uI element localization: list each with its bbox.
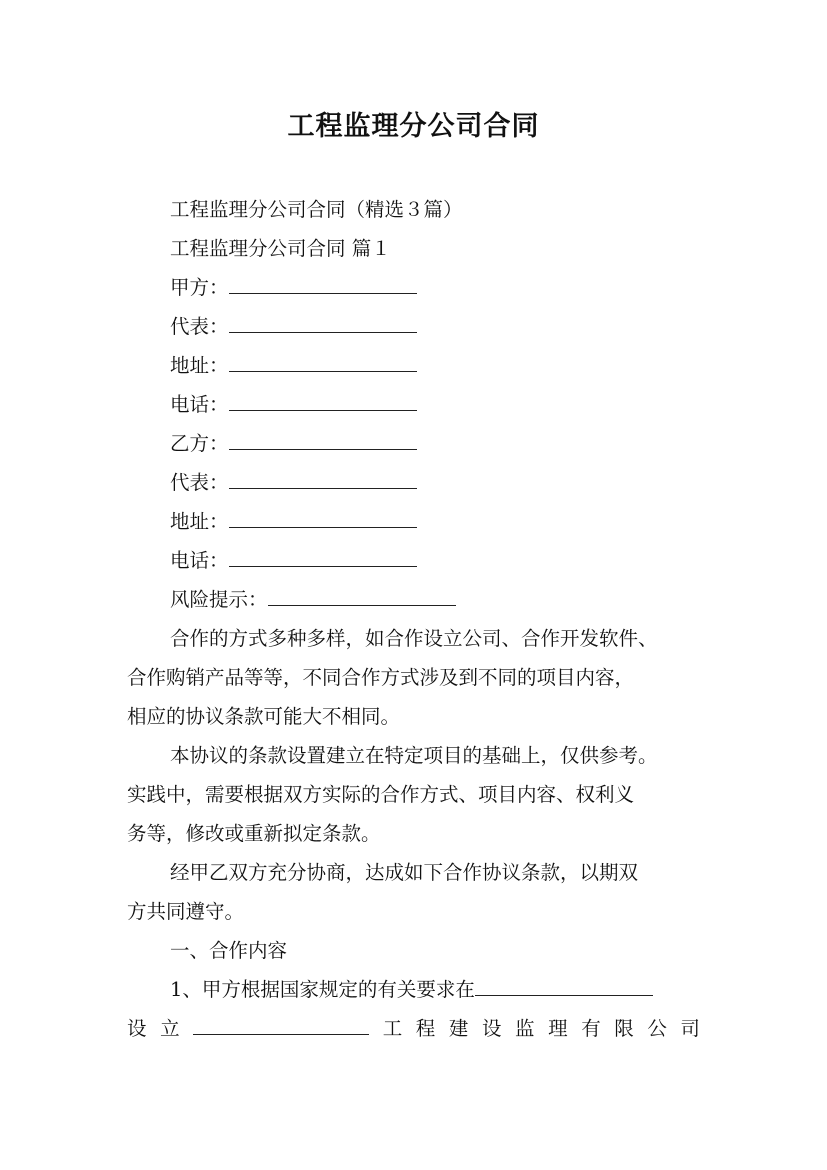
clause1-char: 立 [160, 1017, 180, 1040]
para1-line3: 相应的协议条款可能大不相同。 [127, 705, 401, 728]
clause1-company-blank [193, 1016, 369, 1035]
party-b-rep-label: 代表： [170, 471, 229, 494]
party-b-field [170, 431, 417, 457]
party-b-address-blank [229, 509, 417, 528]
clause1-char: 设 [127, 1017, 147, 1040]
clause1-char: 工 [382, 1017, 403, 1040]
clause1-char: 程 [415, 1017, 436, 1040]
party-a-phone-field [170, 392, 417, 418]
clause1-char: 有 [581, 1017, 601, 1040]
clause1-char: 监 [515, 1017, 535, 1040]
party-a-rep-blank [229, 314, 417, 333]
party-b-rep-field [170, 470, 417, 496]
document-subtitle: 工程监理分公司合同（精选３篇） [170, 198, 463, 221]
party-a-address-label: 地址： [170, 354, 229, 377]
party-b-phone-blank [229, 548, 417, 567]
party-a-field [170, 275, 417, 301]
para2-line1: 本协议的条款设置建立在特定项目的基础上，仅供参考。 [170, 744, 658, 767]
party-b-label: 乙方： [170, 432, 229, 455]
party-a-rep-field [170, 314, 417, 340]
clause1-char: 建 [448, 1017, 469, 1040]
risk-field [170, 587, 456, 613]
para3-line1: 经甲乙双方充分协商，达成如下合作协议条款，以期双 [170, 861, 639, 884]
party-b-address-field [170, 509, 417, 535]
clause1-char: 公 [647, 1017, 667, 1040]
party-b-phone-field [170, 548, 417, 574]
party-b-rep-blank [229, 470, 417, 489]
party-b-phone-label: 电话： [170, 549, 229, 572]
clause1-location-blank [475, 977, 653, 996]
document-title: 工程监理分公司合同 [287, 111, 540, 142]
party-a-phone-blank [229, 392, 417, 411]
party-a-address-blank [229, 353, 417, 372]
para3-line2: 方共同遵守。 [127, 900, 245, 923]
party-a-blank [229, 275, 417, 294]
clause1-line2 [127, 1016, 700, 1042]
party-a-label: 甲方： [170, 276, 229, 299]
clause1-char: 司 [680, 1017, 700, 1040]
risk-blank [268, 587, 456, 606]
clause1-char: 理 [548, 1017, 568, 1040]
para2-line3: 务等，修改或重新拟定条款。 [127, 822, 381, 845]
clause1-line1 [170, 977, 653, 1003]
section-heading: 工程监理分公司合同 篇１ [170, 237, 391, 260]
party-b-blank [229, 431, 417, 450]
party-a-address-field [170, 353, 417, 379]
para1-line1: 合作的方式多种多样，如合作设立公司、合作开发软件、 [170, 627, 658, 650]
party-b-address-label: 地址： [170, 510, 229, 533]
party-a-phone-label: 电话： [170, 393, 229, 416]
heading-cooperation-content: 一、合作内容 [170, 939, 288, 962]
risk-label: 风险提示： [170, 588, 268, 611]
party-a-rep-label: 代表： [170, 315, 229, 338]
para2-line2: 实践中，需要根据双方实际的合作方式、项目内容、权利义 [127, 783, 635, 806]
clause1-char: 设 [481, 1017, 502, 1040]
para1-line2: 合作购销产品等等，不同合作方式涉及到不同的项目内容， [127, 666, 635, 689]
clause1-char: 限 [614, 1017, 634, 1040]
clause1-text: 1、甲方根据国家规定的有关要求在 [170, 978, 475, 1001]
